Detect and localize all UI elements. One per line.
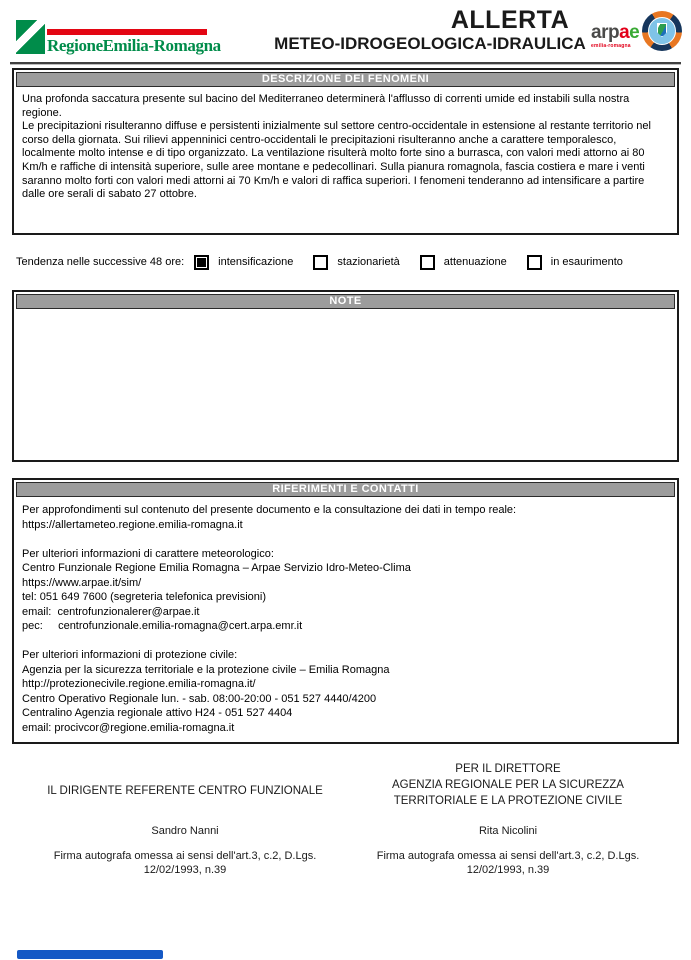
signature-block-right — [352, 761, 664, 877]
tendenza-option-label: attenuazione — [443, 256, 507, 268]
contact-line: Per ulteriori informazioni di carattere meteorologico: — [22, 547, 274, 560]
checkbox-intensificazione[interactable] — [194, 255, 209, 270]
contact-line-pec: pec: centrofunzionale.emilia-romagna@cert.arpa.emr.it — [22, 620, 303, 632]
document-title: ALLERTA — [450, 6, 570, 34]
tendenza-label: Tendenza nelle successive 48 ore: — [16, 256, 185, 268]
arpae-part2: a — [619, 22, 630, 43]
tendenza-row — [16, 251, 678, 273]
region-logo-text: Regione Emilia-Romagna — [47, 36, 221, 55]
regione-emilia-romagna-logo — [16, 18, 221, 58]
disclaimer-line: 12/02/1993, n.39 — [466, 864, 550, 876]
section-header-riferimenti: RIFERIMENTI E CONTATTI — [16, 482, 675, 497]
descrizione-paragraph-2: Le precipitazioni risulteranno diffuse e persistenti inizialmente sul settore centro-occidentale in estensione al restante territorio nel corso della giornata. Sui rilievi appenninici centro-occidentali le precipitazioni risulteranno anche a carattere temporalesco, localmente molto intense e di tipo organizzato. La ventilazione risulterà molto forte sino a burrasca, con valori medi attorno ai 80 Km/h e raffiche di intensità superiore, sulle aree montane e pedecollinari. Sulla pianura romagnola, fascia costiera e mare i venti saranno molto forti con valori medi attorni ai 70 Km/h e valori di raffica superiori. I fenomeni tenderanno ad intensificare a partire dalle ore serali di sabato 27 ottobre. — [22, 120, 651, 201]
checkbox-stazionarieta[interactable] — [313, 255, 328, 270]
contact-line-url: https://allertameteo.regione.emilia-romagna.it — [22, 518, 243, 531]
tendenza-option-attenuazione[interactable] — [420, 255, 507, 270]
contact-line: Centro Operativo Regionale lun. - sab. 08:00-20:00 - 051 527 4440/4200 — [22, 692, 377, 705]
contact-line-spacer — [22, 634, 669, 649]
header-divider — [10, 62, 681, 65]
section-note — [12, 290, 679, 462]
arpae-part3: e — [629, 22, 640, 43]
signature-left-disclaimer — [10, 849, 360, 877]
contact-line: Per approfondimenti sul contenuto del presente documento e la consultazione dei dati in tempo reale: — [22, 504, 517, 516]
protezione-civile-inner-circle — [648, 17, 676, 45]
arpae-logo — [591, 24, 639, 49]
disclaimer-line: Firma autografa omessa ai sensi dell'art.3, c.2, D.Lgs. — [376, 850, 640, 862]
tendenza-option-stazionarieta[interactable] — [313, 255, 399, 270]
section-header-note: NOTE — [16, 294, 675, 309]
checkbox-in-esaurimento[interactable] — [527, 255, 542, 270]
link-preview-badge — [17, 950, 163, 959]
signature-right-title-line2: TERRITORIALE E LA PROTEZIONE CIVILE — [393, 795, 623, 807]
arpae-subtitle: emilia-romagna — [591, 43, 631, 49]
protezione-civile-shield-icon — [657, 23, 667, 37]
region-logo-red-bar — [47, 29, 207, 35]
tendenza-option-in-esaurimento[interactable] — [527, 255, 623, 270]
tendenza-option-intensificazione[interactable] — [194, 255, 293, 270]
signature-right-title-line1: AGENZIA REGIONALE PER LA SICUREZZA — [392, 779, 624, 791]
contact-line: Per ulteriori informazioni di protezione civile: — [22, 649, 238, 661]
signature-block-left — [10, 783, 360, 877]
checkbox-fill-icon — [197, 258, 206, 267]
region-logo-icon — [16, 20, 45, 54]
protezione-civile-emblem-icon — [642, 11, 682, 51]
contact-line: Agenzia per la sicurezza territoriale e la protezione civile – Emilia Romagna — [22, 663, 390, 676]
section-descrizione-fenomeni — [12, 68, 679, 235]
contact-line-email: email: procivcor@regione.emilia-romagna.it — [22, 721, 235, 734]
arpae-wordmark — [591, 24, 639, 42]
contact-line-url: https://www.arpae.it/sim/ — [22, 576, 142, 589]
document-subtitle: METEO-IDROGEOLOGICA-IDRAULICA — [274, 34, 586, 53]
tendenza-option-label: stazionarietà — [337, 256, 400, 268]
contact-line-url: http://protezionecivile.regione.emilia-romagna.it/ — [22, 678, 256, 690]
checkbox-attenuazione[interactable] — [420, 255, 435, 270]
contact-line: Centralino Agenzia regionale attivo H24 - 051 527 4404 — [22, 707, 293, 719]
section-header-descrizione: DESCRIZIONE DEI FENOMENI — [16, 72, 675, 87]
disclaimer-line: 12/02/1993, n.39 — [143, 864, 227, 876]
contact-line: Centro Funzionale Regione Emilia Romagna – Arpae Servizio Idro-Meteo-Clima — [22, 562, 411, 574]
note-body — [14, 311, 677, 315]
contact-line-email: email: centrofunzionalerer@arpae.it — [22, 605, 200, 618]
signature-left-title: IL DIRIGENTE REFERENTE CENTRO FUNZIONALE — [47, 785, 323, 797]
contact-line-phone: tel: 051 649 7600 (segreteria telefonica previsioni) — [22, 591, 266, 603]
signature-left-name: Sandro Nanni — [151, 825, 219, 837]
signature-right-disclaimer — [352, 849, 664, 877]
tendenza-option-label: intensificazione — [218, 256, 294, 268]
contact-line-spacer — [22, 532, 669, 547]
riferimenti-body — [14, 499, 677, 735]
descrizione-body — [14, 89, 677, 202]
section-riferimenti-contatti — [12, 478, 679, 744]
signature-right-pretitle: PER IL DIRETTORE — [455, 763, 561, 775]
signature-right-name: Rita Nicolini — [478, 825, 538, 837]
descrizione-paragraph-1: Una profonda saccatura presente sul bacino del Mediterraneo determinerà l'afflusso di correnti umide ed instabili sulla nostra regione. — [22, 93, 630, 119]
disclaimer-line: Firma autografa omessa ai sensi dell'art.3, c.2, D.Lgs. — [53, 850, 317, 862]
arpae-part1: arp — [591, 22, 620, 43]
tendenza-option-label: in esaurimento — [550, 256, 623, 268]
